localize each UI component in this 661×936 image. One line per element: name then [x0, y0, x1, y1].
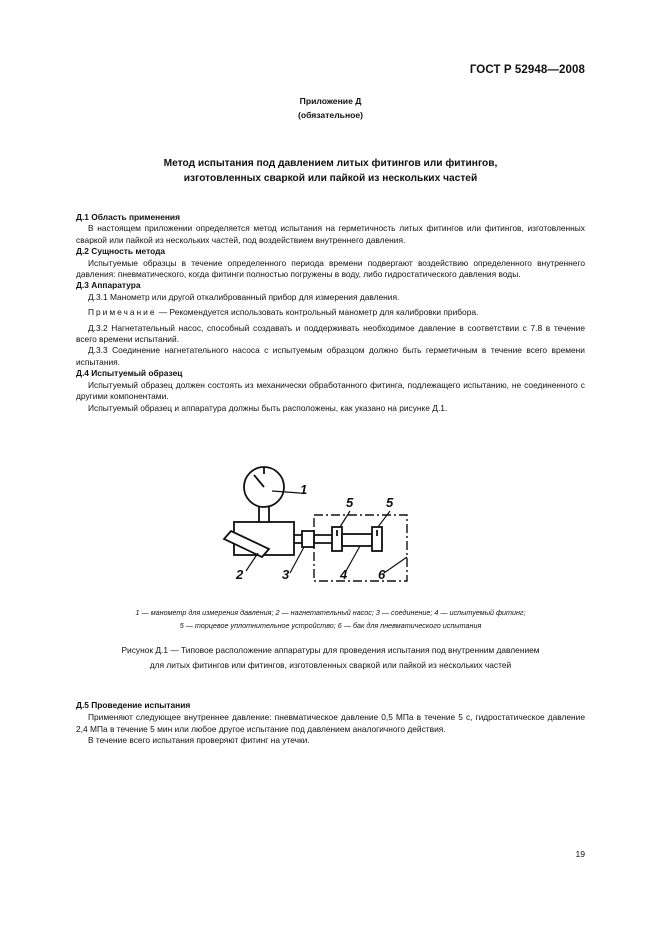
pneumatic-tank — [314, 515, 407, 581]
caption-line-1: Рисунок Д.1 — Типовое расположение аппаратуры для проведения испытания под внутренним давлением — [121, 645, 540, 655]
annex-label: Приложение Д — [299, 96, 362, 106]
test-fitting — [342, 534, 372, 546]
section-d1-heading: Д.1 Область применения — [76, 212, 180, 222]
section-d3-item-3: Д.3.3 Соединение нагнетательного насоса с испытуемым образцом должно быть герметичным в течение всего времени испытания. — [76, 345, 585, 367]
section-d3-heading: Д.3 Аппаратура — [76, 280, 141, 291]
section-d3-item-1: Д.3.1 Манометр или другой откалиброванный прибор для измерения давления. — [88, 291, 400, 302]
apparatus-figure — [222, 461, 422, 586]
section-d5-paragraph-2: В течение всего испытания проверяют фитинг на утечки. — [88, 735, 310, 746]
section-d5 — [76, 700, 585, 747]
section-d5-heading: Д.5 Проведение испытания — [76, 700, 191, 710]
annex-title — [80, 156, 581, 186]
section-d2-paragraph: Испытуемые образцы в течение определенного периода времени подвергают воздействию определенного внутреннего давления: пневматического, когда фитинги полностью погружены в воду, либо гидростатического давления воды. — [76, 257, 585, 280]
standard-code: ГОСТ Р 52948—2008 — [469, 64, 585, 76]
label-5b: 5 — [386, 495, 394, 510]
leader-6 — [384, 557, 407, 573]
label-2: 2 — [236, 567, 244, 582]
label-5a: 5 — [346, 495, 354, 510]
section-d2-heading: Д.2 Сущность метода — [76, 246, 166, 257]
section-d1-paragraph: В настоящем приложении определяется метод испытания на герметичность литых фитингов или фитингов, изготовленных сваркой или пайкой из нескольких частей, под воздействием внутреннего давления. — [76, 223, 585, 245]
annex-title-line-2: изготовленных сваркой или пайкой из нескольких частей — [183, 173, 478, 184]
page-number: 19 — [575, 849, 585, 859]
label-4: 4 — [340, 567, 348, 582]
main-body — [76, 212, 585, 414]
section-d5-paragraph-1: Применяют следующее внутреннее давление: пневматическое давление 0,5 МПа в течение 5 с, гидростатическое давление 2,4 МПа в течение 5 мин или любое другое испытание под давлением аналогичного действия. — [76, 712, 585, 734]
label-6: 6 — [378, 567, 386, 582]
annex-title-line-1: Метод испытания под давлением литых фитингов или фитингов, — [163, 158, 498, 169]
caption-line-2: для литых фитингов или фитингов, изготовленных сваркой или пайкой из нескольких частей — [149, 660, 512, 670]
legend-line-2: 5 — торцевое уплотнительное устройство; 6 — бак для пневматического испытания — [179, 620, 482, 630]
connection-fitting — [302, 531, 314, 547]
annex-header — [0, 94, 661, 122]
note-text: — Рекомендуется использовать контрольный манометр для калибровки прибора. — [156, 307, 479, 318]
figure-caption — [60, 643, 601, 673]
section-d4-paragraph-1: Испытуемый образец должен состоять из механически обработанного фитинга, подлежащего испытанию, не соединенного с другими компонентами. — [76, 379, 585, 402]
figure-legend — [40, 607, 621, 632]
apparatus-diagram — [222, 461, 422, 586]
leader-5b — [378, 511, 390, 527]
section-d4-paragraph-2: Испытуемый образец и аппаратура должны быть расположены, как указано на рисунке Д.1. — [88, 402, 448, 413]
section-d3-note — [76, 307, 585, 318]
leader-4 — [346, 546, 360, 571]
label-3: 3 — [282, 567, 290, 582]
section-d3-item-2: Д.3.2 Нагнетательный насос, способный создавать и поддерживать необходимое давление в соответствии с 7.8 в течение всего времени испытаний. — [76, 322, 585, 345]
section-d4-heading: Д.4 Испытуемый образец — [76, 368, 183, 379]
annex-status: (обязательное) — [297, 110, 364, 120]
leader-5a — [340, 511, 350, 527]
note-label: Примечание — [88, 307, 157, 318]
label-1: 1 — [300, 482, 308, 497]
legend-line-1: 1 — манометр для измерения давления; 2 — нагнетательный насос; 3 — соединение; 4 — испытуемый фитинг; — [135, 608, 526, 617]
